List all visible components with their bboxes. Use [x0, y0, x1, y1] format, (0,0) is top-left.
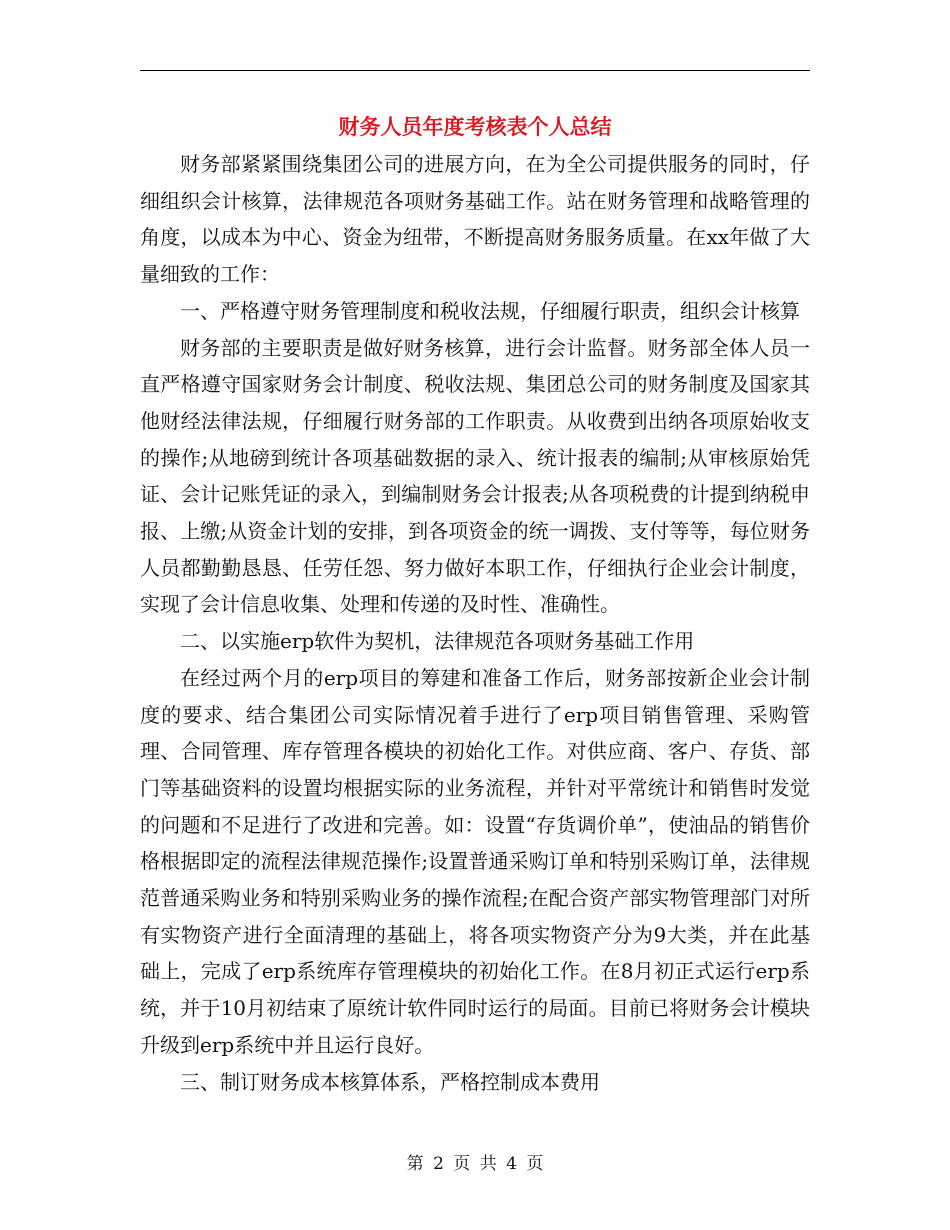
paragraph-section-2: 在经过两个月的erp项目的筹建和准备工作后，财务部按新企业会计制度的要求、结合集团公司实际情况着手进行了erp项目销售管理、采购管理、合同管理、库存管理各模块的初始化工作。对供应商、客户、存货、部门等基础资料的设置均根据实际的业务流程，并针对平常统计和销售时发觉的问题和不足进行了改进和完善。如：设置“存货调价单”，使油品的销售价格根据即定的流程法律规范操作;设置普通采购订单和特别采购订单，法律规范普通采购业务和特别采购业务的操作流程;在配合资产部实物管理部门对所有实物资产进行全面清理的基础上，将各项实物资产分为9大类，并在此基础上，完成了erp系统库存管理模块的初始化工作。在8月初正式运行erp系统，并于10月初结束了原统计软件同时运行的局面。目前已将财务会计模块升级到erp系统中并且运行良好。 — [140, 665, 810, 1057]
section-heading-3: 三、制订财务成本核算体系，严格控制成本费用 — [180, 1069, 600, 1094]
paragraph-intro: 财务部紧紧围绕集团公司的进展方向，在为全公司提供服务的同时，仔细组织会计核算，法律规范各项财务基础工作。站在财务管理和战略管理的角度，以成本为中心、资金为纽带，不断提高财务服务质量。在xx年做了大量细致的工作： — [140, 152, 810, 287]
paragraph-section-1: 财务部的主要职责是做好财务核算，进行会计监督。财务部全体人员一直严格遵守国家财务会计制度、税收法规、集团总公司的财务制度及国家其他财经法律法规，仔细履行财务部的工作职责。从收费到出纳各项原始收支的操作;从地磅到统计各项基础数据的录入、统计报表的编制;从审核原始凭证、会计记账凭证的录入，到编制财务会计报表;从各项税费的计提到纳税申报、上缴;从资金计划的安排，到各项资金的统一调拨、支付等等，每位财务人员都勤勤恳恳、任劳任怨、努力做好本职工作，仔细执行企业会计制度，实现了会计信息收集、处理和传递的及时性、准确性。 — [140, 335, 810, 617]
header-rule — [140, 70, 810, 71]
section-heading-2: 二、以实施erp软件为契机，法律规范各项财务基础工作用 — [180, 629, 695, 654]
document-title: 财务人员年度考核表个人总结 — [338, 114, 612, 139]
document-body — [140, 146, 810, 1100]
section-heading-1: 一、严格遵守财务管理制度和税收法规，仔细履行职责，组织会计核算 — [180, 298, 800, 323]
page-number: 第 2 页 共 4 页 — [406, 1154, 544, 1174]
